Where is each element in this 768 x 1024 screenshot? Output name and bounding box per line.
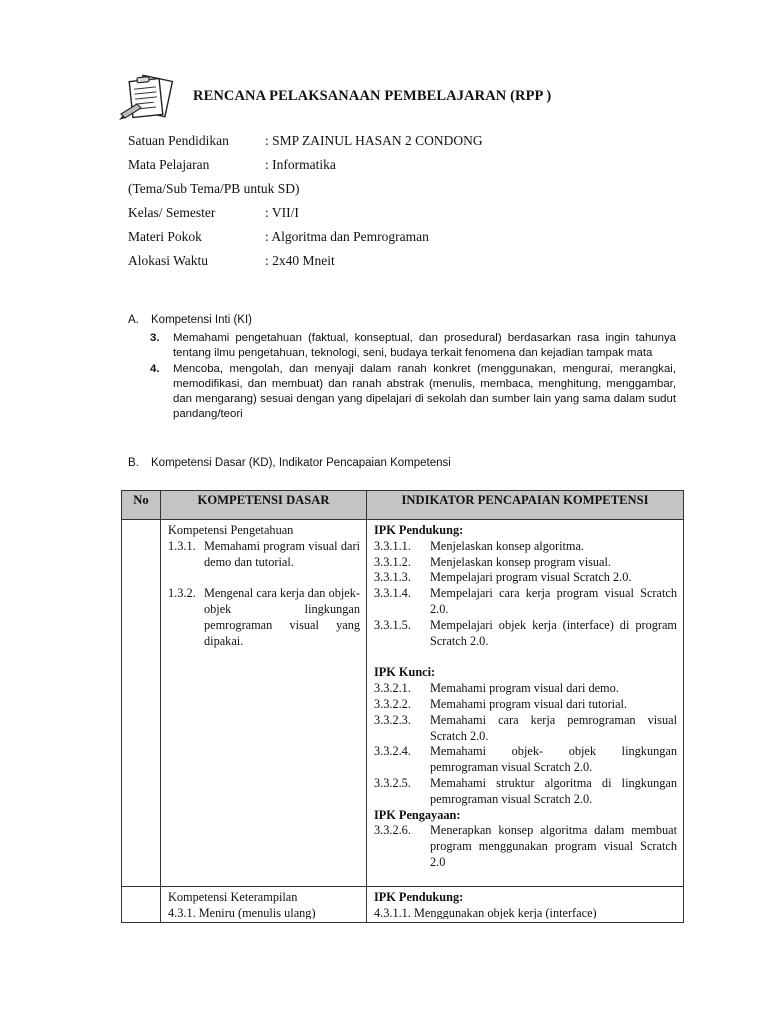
ipk-text: Mempelajari program visual Scratch 2.0. (430, 570, 632, 585)
kd-item (168, 539, 360, 571)
ipk-text: Menerapkan konsep algoritma dalam membuat program menggunakan program visual Scratch 2.0 (430, 823, 677, 869)
column-header-kd: KOMPETENSI DASAR (161, 491, 367, 520)
kd-heading: Kompetensi Pengetahuan (168, 523, 294, 537)
ipk-item (374, 823, 677, 870)
ipk-item (374, 744, 677, 776)
identity-label: (Tema/Sub Tema/PB untuk SD) (128, 181, 300, 196)
ipk-number: 3.3.1.5. (374, 617, 411, 632)
ipk-item (374, 586, 677, 618)
ipk-item (374, 697, 677, 713)
ipk-text: Mempelajari objek kerja (interface) di program Scratch 2.0. (430, 617, 677, 648)
item-text: Mencoba, mengolah, dan menyaji dalam ranah konkret (menggunakan, mengurai, merangkai, memodifikasi, dan membuat) dan ranah abstrak (menulis, membaca, menghitung, menggambar, dan mengarang) sesuai dengan yang dipelajari di sekolah dan sumber lain yang sama dalam sudut pandang/teori (173, 363, 676, 420)
kd-text: Mengenal cara kerja dan objek- objek lingkungan pemrograman visual yang dipakai. (204, 586, 360, 648)
item-text: Memahami pengetahuan (faktual, konseptual, dan prosedural) berdasarkan rasa ingin tahunya tentang ilmu pengetahuan, teknologi, seni, budaya terkait fenomena dan kejadian tampak mata (173, 332, 676, 359)
ipk-text: Memahami program visual dari demo. (430, 681, 619, 696)
ipk-item (374, 570, 677, 586)
cell-no (122, 520, 161, 887)
list-item (150, 331, 676, 361)
ipk-number: 3.3.2.3. (374, 712, 411, 727)
ipk-text: Mempelajari cara kerja program visual Scratch 2.0. (430, 586, 677, 616)
document-clipboard-icon (117, 74, 181, 124)
ipk-text: Memahami objek- objek lingkungan pemrograman visual Scratch 2.0. (430, 744, 677, 775)
page-title: RENCANA PELAKSANAAN PEMBELAJARAN (RPP ) (193, 88, 552, 104)
ipk-item (374, 555, 677, 571)
ipk-group-heading: IPK Pendukung: (374, 889, 464, 904)
ipk-item: 4.3.1.1. Menggunakan objek kerja (interface) (374, 905, 597, 919)
ipk-group-heading: IPK Kunci: (374, 665, 436, 680)
identity-label: Satuan Pendidikan (128, 133, 229, 148)
column-header-no: No (122, 491, 161, 520)
identity-value: : Algoritma dan Pemrograman (265, 229, 429, 244)
table-row (122, 886, 684, 922)
section-letter: A. (128, 314, 139, 326)
ipk-number: 3.3.1.1. (374, 538, 411, 553)
cell-ipk (367, 886, 684, 922)
ipk-number: 3.3.2.6. (374, 823, 411, 838)
ipk-item (374, 776, 677, 808)
section-letter: B. (128, 457, 139, 469)
identity-value: : 2x40 Mneit (265, 253, 335, 268)
kd-item: 4.3.1. Meniru (menulis ulang) (168, 905, 316, 919)
ipk-number: 3.3.2.1. (374, 681, 411, 696)
identity-label: Mata Pelajaran (128, 157, 210, 172)
ipk-text: Menjelaskan konsep algoritma. (430, 538, 585, 553)
identity-value: : SMP ZAINUL HASAN 2 CONDONG (265, 133, 483, 148)
ipk-group-heading: IPK Pendukung: (374, 523, 464, 537)
identity-label: Kelas/ Semester (128, 205, 216, 220)
ipk-text: Memahami program visual dari tutorial. (430, 696, 628, 711)
table-header-row (122, 491, 684, 520)
ipk-number: 3.3.2.4. (374, 744, 411, 759)
ipk-number: 3.3.2.2. (374, 696, 411, 711)
kompetensi-inti-list (150, 331, 676, 423)
table-row (122, 520, 684, 887)
item-number: 4. (150, 363, 160, 375)
item-number: 3. (150, 332, 160, 344)
ipk-number: 3.3.1.4. (374, 586, 411, 601)
ipk-item (374, 681, 677, 697)
ipk-text: Menjelaskan konsep program visual. (430, 554, 611, 569)
ipk-text: Memahami struktur algoritma di lingkungan pemrograman visual Scratch 2.0. (430, 775, 677, 806)
cell-ipk (367, 520, 684, 887)
kd-text: Memahami program visual dari demo dan tutorial. (204, 538, 360, 569)
ipk-number: 3.3.1.3. (374, 570, 411, 585)
kd-number: 1.3.1. (168, 538, 196, 553)
cell-no (122, 886, 161, 922)
kd-heading: Kompetensi Keterampilan (168, 889, 298, 904)
section-a-heading (128, 314, 252, 326)
section-title: Kompetensi Dasar (KD), Indikator Pencapaian Kompetensi (151, 457, 451, 469)
ipk-item (374, 618, 677, 650)
section-b-heading (128, 457, 451, 469)
cell-kd (161, 520, 367, 887)
identity-label: Alokasi Waktu (128, 253, 209, 268)
kd-ipk-table (121, 490, 684, 923)
cell-kd (161, 886, 367, 922)
column-header-ipk: INDIKATOR PENCAPAIAN KOMPETENSI (367, 491, 684, 520)
ipk-number: 3.3.1.2. (374, 554, 411, 569)
identity-value: : VII/I (265, 205, 299, 220)
kd-number: 1.3.2. (168, 586, 196, 601)
list-item (150, 362, 676, 422)
identity-label: Materi Pokok (128, 229, 202, 244)
ipk-group-heading: IPK Pengayaan: (374, 807, 461, 822)
ipk-number: 3.3.2.5. (374, 775, 411, 790)
section-title: Kompetensi Inti (KI) (151, 314, 252, 326)
ipk-item (374, 713, 677, 745)
identity-value: : Informatika (265, 157, 336, 172)
kd-item (168, 586, 360, 649)
ipk-item (374, 539, 677, 555)
ipk-text: Memahami cara kerja pemrograman visual Scratch 2.0. (430, 712, 677, 743)
